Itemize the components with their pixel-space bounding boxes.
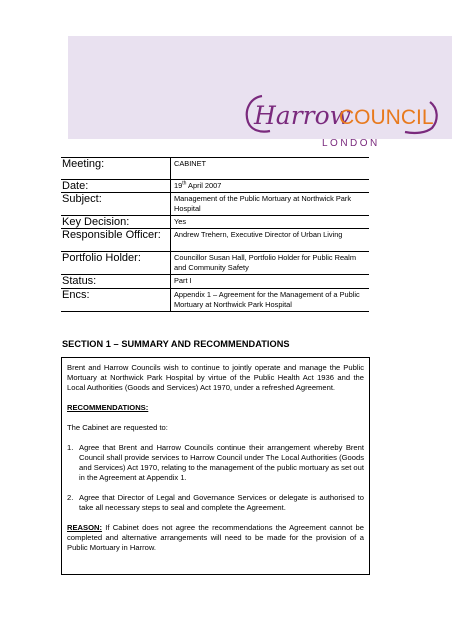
subject-value: Management of the Public Mortuary at Northwick Park Hospital bbox=[171, 193, 370, 216]
row-encs bbox=[61, 289, 369, 312]
recommendations-heading: RECOMMENDATIONS: bbox=[67, 403, 149, 412]
encs-value: Appendix 1 – Agreement for the Management of a Public Mortuary at Northwick Park Hospital bbox=[171, 289, 370, 312]
harrow-council-logo bbox=[240, 88, 445, 150]
row-portfolio-holder bbox=[61, 252, 369, 275]
key-decision-label: Key Decision: bbox=[61, 216, 171, 229]
logo-word-london: LONDON bbox=[322, 138, 380, 149]
recommendation-number: 1. bbox=[67, 443, 74, 452]
recommendation-item bbox=[67, 443, 364, 483]
status-label: Status: bbox=[61, 275, 171, 289]
date-rest: April 2007 bbox=[186, 181, 222, 190]
responsible-officer-label: Responsible Officer: bbox=[61, 229, 171, 252]
date-label: Date: bbox=[61, 180, 171, 193]
row-key-decision bbox=[61, 216, 369, 229]
row-responsible-officer bbox=[61, 229, 369, 252]
logo-word-council: COUNCIL bbox=[339, 106, 434, 129]
subject-label: Subject: bbox=[61, 193, 171, 216]
meeting-details-table bbox=[61, 157, 369, 312]
reason-text: If Cabinet does not agree the recommendations the Agreement cannot be completed and alternative arrangements will need to be made for the provision of a Public Mortuary in Harrow. bbox=[67, 523, 364, 552]
section-1-title: SECTION 1 – SUMMARY AND RECOMMENDATIONS bbox=[62, 339, 290, 349]
date-value bbox=[171, 180, 370, 193]
recommendation-text: Agree that Director of Legal and Governance Services or delegate is authorised to take all necessary steps to seal and complete the Agreement. bbox=[79, 493, 364, 512]
row-subject bbox=[61, 193, 369, 216]
encs-label: Encs: bbox=[61, 289, 171, 312]
reason-paragraph bbox=[67, 523, 364, 553]
logo-word-harrow: Harrow bbox=[254, 101, 352, 130]
portfolio-holder-label: Portfolio Holder: bbox=[61, 252, 171, 275]
date-day: 19 bbox=[174, 181, 183, 190]
logo-graphic bbox=[240, 88, 445, 150]
cabinet-requested: The Cabinet are requested to: bbox=[67, 423, 168, 432]
recommendation-text: Agree that Brent and Harrow Councils continue their arrangement whereby Brent Council shall provide services to Harrow Council under The Local Authorities (Goods and Services) Act 1970, relating to the management of the public mortuary as set out in the Agreement at Appendix 1. bbox=[79, 443, 364, 482]
reason-label: REASON: bbox=[67, 523, 103, 532]
summary-intro: Brent and Harrow Councils wish to continue to jointly operate and manage the Public Mortuary at Northwick Park Hospital by virtue of the Public Health Act 1936 and the Local Authorities (Goods and Services) Act 1970, under a refreshed Agreement. bbox=[67, 363, 364, 392]
row-meeting bbox=[61, 158, 369, 180]
portfolio-holder-value: Councillor Susan Hall, Portfolio Holder for Public Realm and Community Safety bbox=[171, 252, 370, 275]
key-decision-value: Yes bbox=[171, 216, 370, 229]
summary-box bbox=[61, 357, 370, 575]
date-suffix: th bbox=[182, 180, 187, 187]
meeting-value: CABINET bbox=[171, 158, 370, 180]
row-date bbox=[61, 180, 369, 193]
responsible-officer-value: Andrew Trehern, Executive Director of Urban Living bbox=[171, 229, 370, 252]
recommendation-number: 2. bbox=[67, 493, 74, 502]
meeting-label: Meeting: bbox=[61, 158, 171, 180]
row-status bbox=[61, 275, 369, 289]
status-value: Part I bbox=[171, 275, 370, 289]
recommendation-item bbox=[67, 493, 364, 513]
